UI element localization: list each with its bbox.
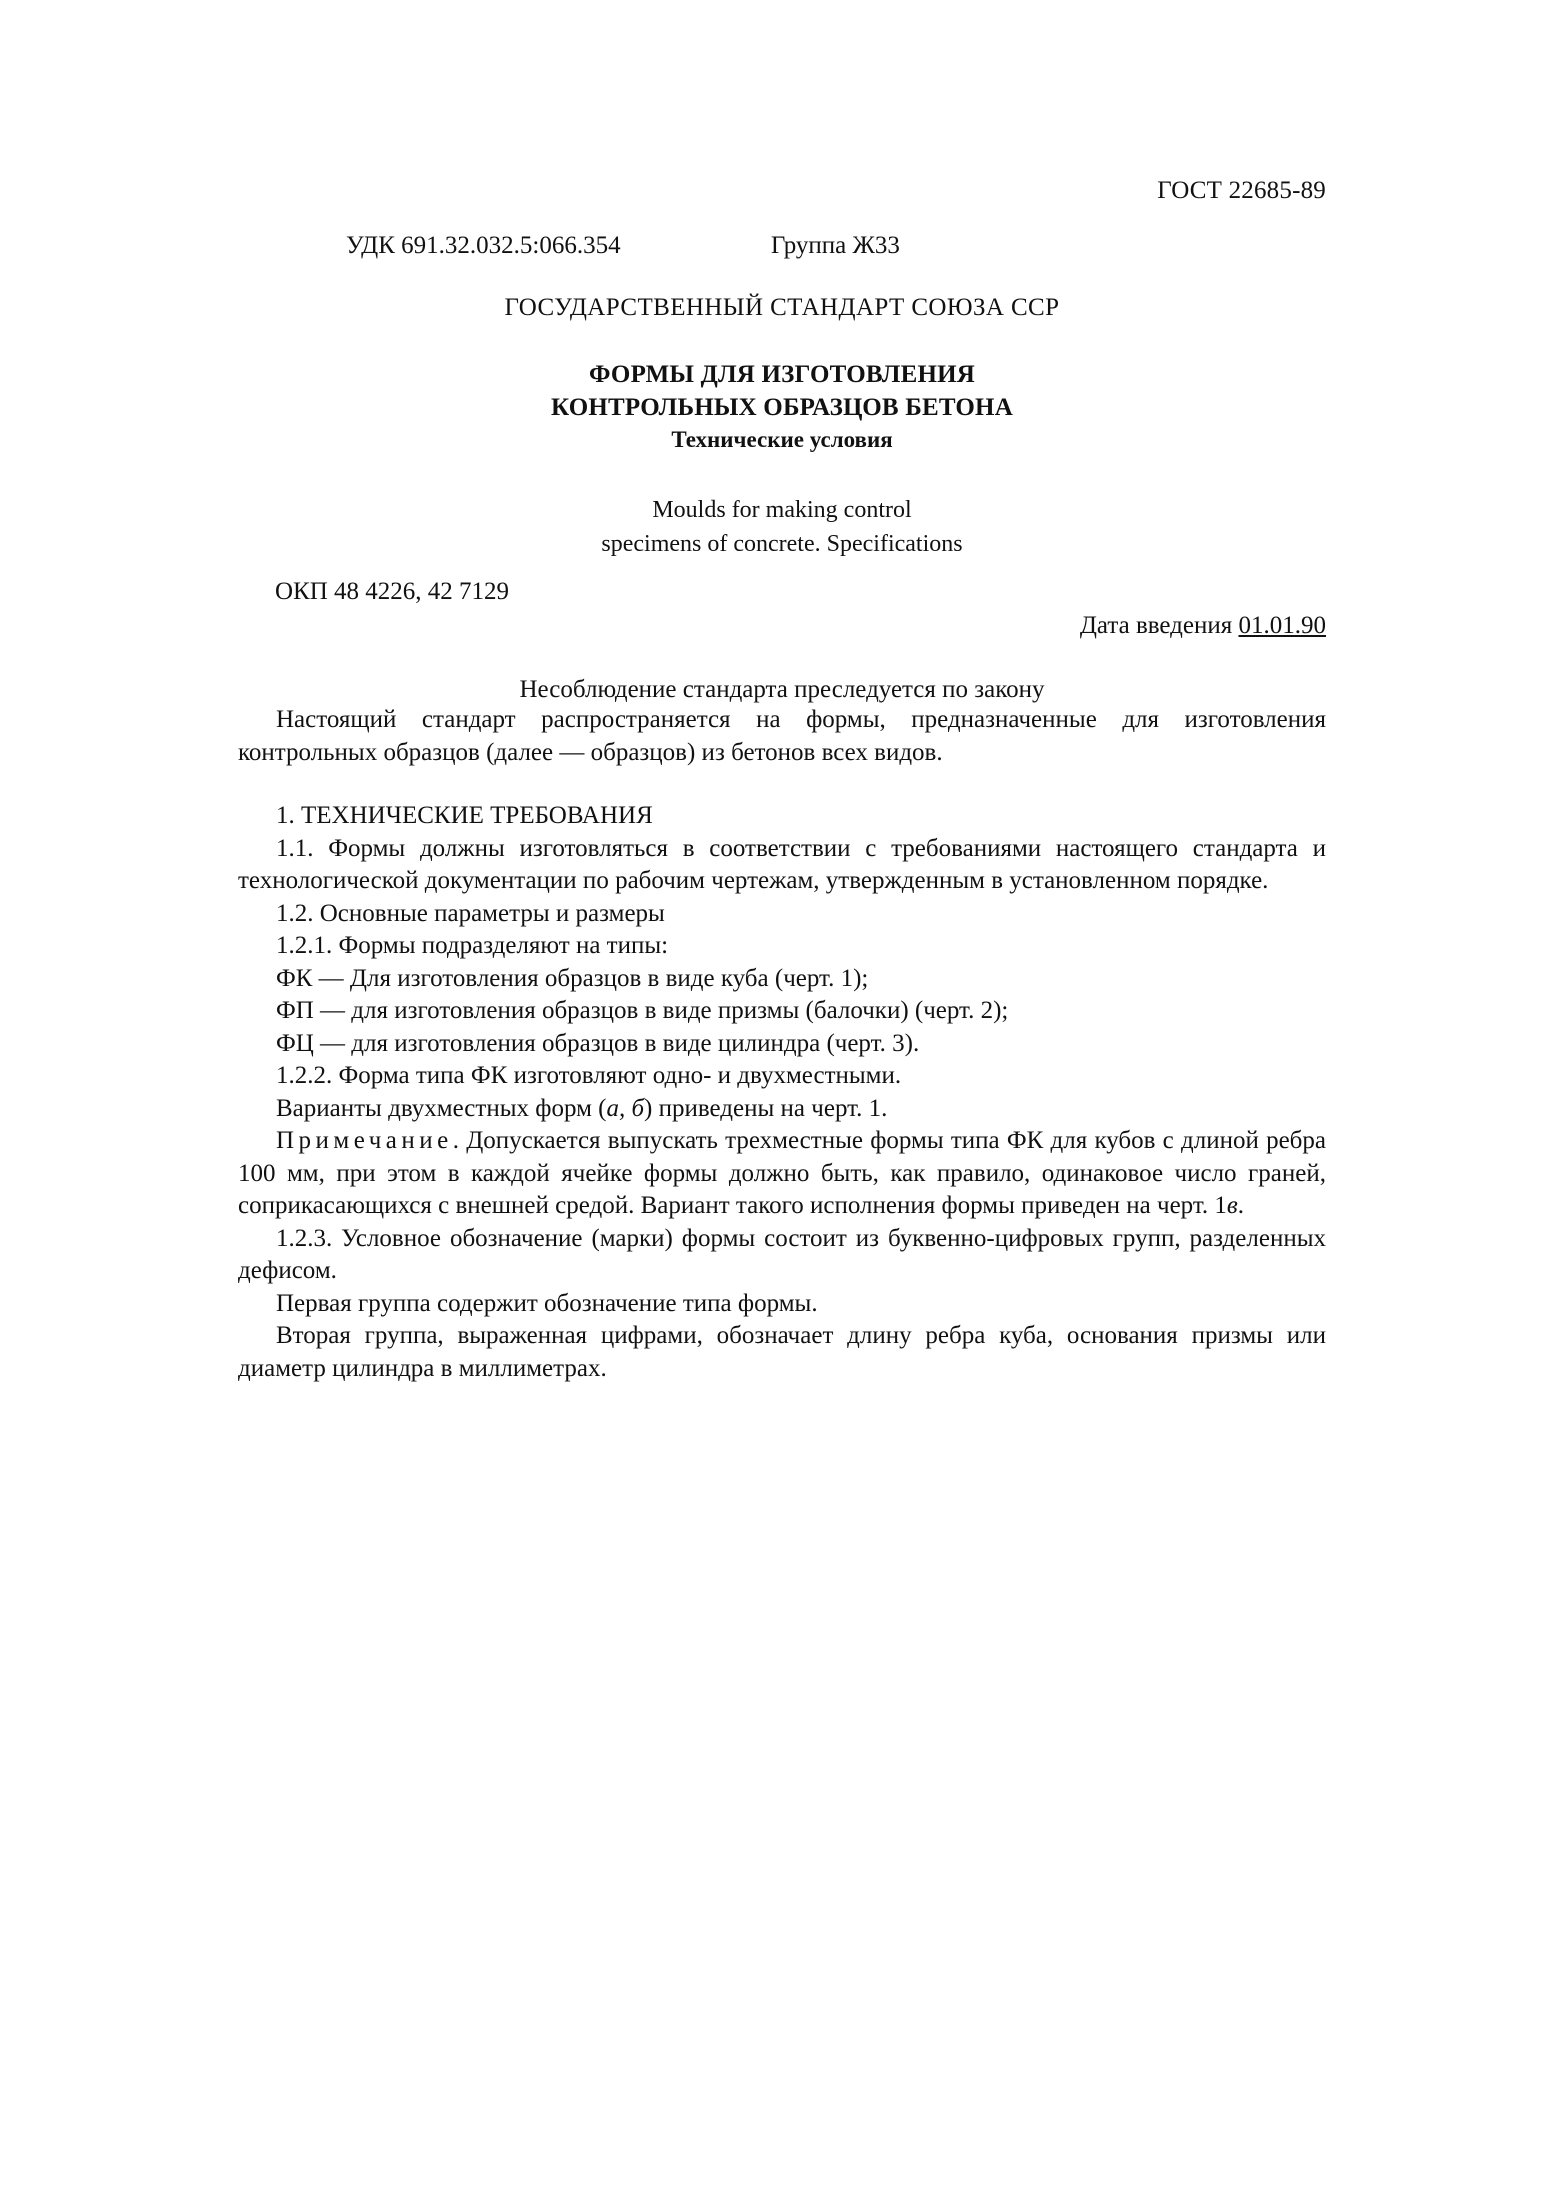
note-figure-letter: в (1226, 1192, 1238, 1219)
note-label: Примечание (276, 1127, 453, 1154)
document-title (238, 358, 1326, 455)
paragraph-1-2-3: 1.2.3. Условное обозначение (марки) формы состоит из буквенно-цифровых групп, разделенных дефисом. (238, 1224, 1326, 1284)
title-subtitle: Технические условия (671, 426, 893, 452)
variants-text-end: ) приведены на черт. 1. (644, 1094, 888, 1122)
type-fc-line: ФЦ — для изготовления образцов в виде цилиндра (черт. 3). (276, 1029, 920, 1057)
paragraph-first-group: Первая группа содержит обозначение типа формы. (276, 1289, 818, 1317)
okp-code: ОКП 48 4226, 42 7129 (275, 578, 510, 605)
variants-letters: а, б (606, 1094, 645, 1122)
note-text: . Допускается выпускать трехместные формы типа ФК для кубов с длиной ребра 100 мм, при этом в каждой ячейке формы должно быть, как правило, одинаковое число граней, соприкасающихся с внешней средой. Вариант такого исполнения формы приведен на черт. 1 (238, 1127, 1326, 1219)
title-line-2: КОНТРОЛЬНЫХ ОБРАЗЦОВ БЕТОНА (551, 394, 1013, 422)
english-title-line-1: Moulds for making control (652, 497, 912, 523)
paragraph-intro: Настоящий стандарт распространяется на формы, предназначенные для изготовления контрольных образцов (далее — образцов) из бетонов всех видов. (238, 706, 1326, 766)
introduction-date (238, 612, 1326, 640)
paragraph-note (238, 1125, 1326, 1223)
english-title (238, 493, 1326, 561)
paragraph-1-2-1: 1.2.1. Формы подразделяют на типы: (276, 932, 669, 959)
variants-text-start: Варианты двухместных форм ( (276, 1094, 607, 1122)
document-body (238, 704, 1326, 1385)
udk-code: УДК 691.32.032.5:066.354 (346, 232, 621, 259)
gost-number: ГОСТ 22685-89 (1157, 177, 1326, 204)
paragraph-1-2: 1.2. Основные параметры и размеры (276, 899, 665, 927)
section-heading-1: 1. ТЕХНИЧЕСКИЕ ТРЕБОВАНИЯ (276, 802, 653, 829)
title-line-1: ФОРМЫ ДЛЯ ИЗГОТОВЛЕНИЯ (588, 361, 976, 388)
introduction-date-value: 01.01.90 (1238, 612, 1326, 639)
paragraph-variants (238, 1093, 1326, 1126)
note-period: . (1237, 1192, 1244, 1219)
english-title-line-2: specimens of concrete. Specifications (601, 531, 963, 558)
paragraph-1-2-2: 1.2.2. Форма типа ФК изготовляют одно- и двухместными. (276, 1062, 902, 1089)
paragraph-1-1: 1.1. Формы должны изготовляться в соответствии с требованиями настоящего стандарта и технологической документации по рабочим чертежам, утвержденным в установленном порядке. (238, 834, 1326, 894)
type-fp-line: ФП — для изготовления образцов в виде призмы (балочки) (черт. 2); (276, 997, 1009, 1024)
udk-group-row (238, 231, 1326, 261)
non-observance-notice: Несоблюдение стандарта преследуется по закону (519, 676, 1045, 703)
group-code: Группа Ж33 (770, 232, 900, 259)
type-fk-line: ФК — Для изготовления образцов в виде куба (черт. 1); (276, 964, 869, 992)
standard-authority-line: ГОСУДАРСТВЕННЫЙ СТАНДАРТ СОЮЗА ССР (504, 294, 1060, 321)
paragraph-second-group: Вторая группа, выраженная цифрами, обозначает длину ребра куба, основания призмы или диаметр цилиндра в миллиметрах. (238, 1322, 1326, 1382)
introduction-date-label: Дата введения (1079, 612, 1233, 639)
